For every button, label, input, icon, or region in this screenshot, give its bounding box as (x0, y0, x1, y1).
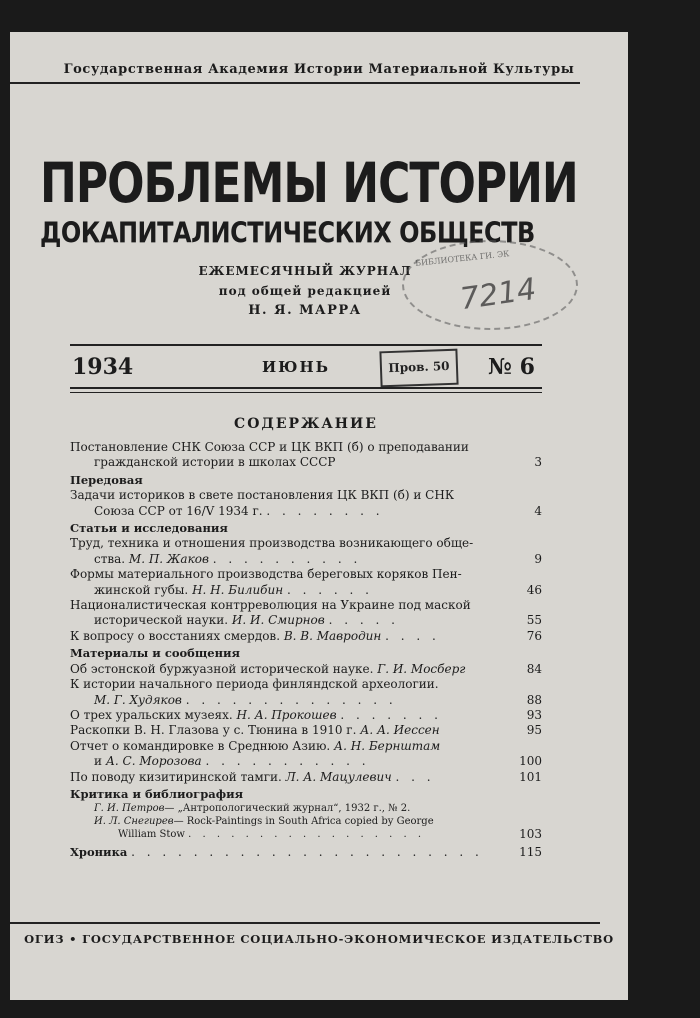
toc-author: Г. И. Мосберг (377, 661, 466, 676)
toc-entry: Националистическая контрреволюция на Украине под маской исторической науки. И. И. Смирнов . . . . . 55 (70, 598, 542, 628)
toc-page: 46 (526, 582, 542, 597)
journal-cover-page (10, 32, 628, 1000)
toc-entry-chronicle: Хроника . . . . . . . . . . . . . . . . . . . . . . . 115 (70, 845, 542, 860)
toc-page: 9 (534, 551, 542, 566)
toc-entry: По поводу кизитиринской тамги. Л. А. Мацулевич . . . 101 (70, 769, 542, 784)
issue-rule-bottom (70, 387, 542, 389)
editor-name: Н. Я. МАРРА (248, 303, 362, 318)
toc-author: И. И. Смирнов (231, 613, 325, 628)
toc-entry-review: Г. И. Петров— „Антропологический журнал“, 1932 г., № 2. И. Л. Снегирев— Rock-Paintings in South Africa copied by George William Stow . . . . . . . . . . . . . . . . . 103 (94, 803, 542, 842)
toc-page: 88 (526, 692, 542, 707)
contents-heading: СОДЕРЖАНИЕ (234, 416, 378, 432)
header-rule (10, 82, 580, 84)
toc-author: А. Н. Бернштам (334, 738, 441, 753)
toc-section-title: Хроника (70, 845, 128, 860)
toc-page: 101 (519, 769, 542, 784)
toc-page: 103 (519, 827, 542, 842)
toc-author: Г. И. Петров (94, 803, 165, 815)
editorship-line: под общей редакцией (218, 284, 392, 298)
toc-entry: Отчет о командировке в Среднюю Азию. А. Н. Бернштам и А. С. Морозова . . . . . . . . . . . 100 (70, 738, 542, 769)
issue-number: № 6 (488, 354, 535, 380)
toc-entry: Труд, техника и отношения производства возникающего обще- ства. М. П. Жаков . . . . . . . . . . 9 (70, 536, 542, 566)
issue-row (70, 350, 540, 386)
toc-page: 100 (519, 754, 542, 769)
academy-header: Государственная Академия Истории Материальной Культуры (63, 62, 575, 77)
toc-section-title: Критика и библиография (70, 786, 244, 801)
toc-page: 115 (519, 845, 542, 860)
toc-author: М. П. Жаков (128, 551, 209, 566)
table-of-contents (70, 440, 542, 861)
toc-entry: Формы материального производства береговых коряков Пен- жинской губы. Н. Н. Билибин . . . . . . 46 (70, 567, 542, 597)
issue-year: 1934 (72, 354, 134, 380)
toc-entry: К истории начального периода финляндской археологии. М. Г. Худяков . . . . . . . . . . . . . . 88 (70, 677, 542, 707)
library-stamp-text: БИБЛИОТЕКА ГИ. ЭК (414, 249, 510, 268)
toc-entry-decree: Постановление СНК Союза ССР и ЦК ВКП (б) о преподавании гражданской истории в школах СССР 3 (70, 440, 542, 470)
journal-type: ЕЖЕМЕСЯЧНЫЙ ЖУРНАЛ (198, 264, 412, 278)
toc-page: 84 (526, 661, 542, 676)
journal-subtitle: ДОКАПИТАЛИСТИЧЕСКИХ ОБЩЕСТВ (40, 216, 535, 250)
toc-page: 95 (526, 723, 542, 738)
toc-page: 3 (534, 455, 542, 470)
toc-entry: Задачи историков в свете постановления ЦК ВКП (б) и СНК Союза ССР от 16/V 1934 г. . . . . . . . . 4 (70, 488, 542, 518)
toc-entry: Об эстонской буржуазной исторической науке. Г. И. Мосберг 84 (70, 661, 542, 676)
toc-page: 76 (526, 628, 542, 643)
toc-entry: О трех уральских музеях. Н. А. Прокошев . . . . . . . 93 (70, 707, 542, 722)
toc-page: 93 (526, 707, 542, 722)
check-stamp: Пров. 50 (379, 349, 458, 388)
toc-author: Н. А. Прокошев (236, 707, 337, 722)
publisher-footer: ОГИЗ • ГОСУДАРСТВЕННОЕ СОЦИАЛЬНО-ЭКОНОМИЧЕСКОЕ ИЗДАТЕЛЬСТВО (24, 932, 614, 946)
toc-entry: Раскопки В. Н. Глазова у с. Тюнина в 1910 г. А. А. Иессен 95 (70, 723, 542, 738)
toc-author: Л. А. Мацулевич (285, 769, 392, 784)
toc-page: 55 (526, 613, 542, 628)
journal-title: ПРОБЛЕМЫ ИСТОРИИ (40, 152, 578, 216)
issue-rule-bottom-thin (70, 392, 542, 393)
footer-rule (10, 922, 600, 924)
toc-entry: К вопросу о восстаниях смердов. В. В. Мавродин . . . . 76 (70, 628, 542, 643)
toc-author: В. В. Мавродин (283, 628, 382, 643)
issue-rule-top (70, 344, 542, 346)
toc-section-title: Передовая (70, 472, 143, 487)
toc-section-title: Материалы и сообщения (70, 646, 241, 661)
toc-author: А. С. Морозова (105, 754, 202, 769)
toc-author: М. Г. Худяков (94, 692, 182, 707)
toc-author: Н. Н. Билибин (192, 582, 284, 597)
issue-month: ИЮНЬ (262, 358, 331, 376)
toc-page: 4 (534, 503, 542, 518)
toc-section-title: Статьи и исследования (70, 521, 228, 536)
toc-author: А. А. Иессен (360, 723, 440, 738)
library-number: 7214 (457, 271, 539, 318)
toc-author: И. Л. Снегирев (94, 816, 174, 828)
